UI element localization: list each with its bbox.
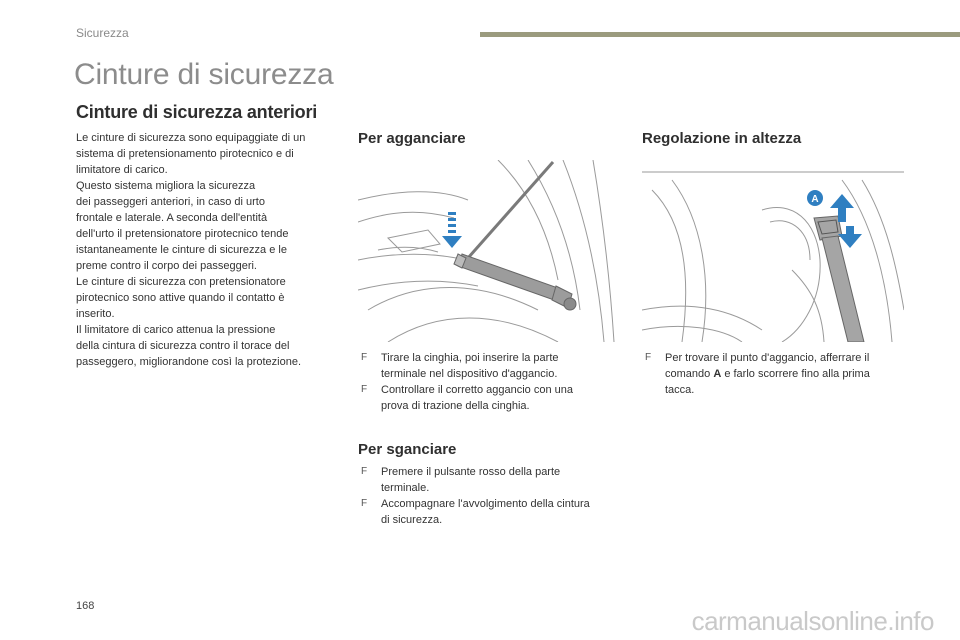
label-a: A (811, 194, 819, 205)
page-number: 168 (76, 600, 95, 612)
watermark: carmanualsonline.info (691, 606, 934, 636)
bullet-icon: F (361, 384, 368, 395)
sganciare-list (358, 464, 620, 528)
bullet-icon: F (361, 466, 368, 477)
list-item: F Tirare la cinghia, poi inserire la parte terminale nel dispositivo d'aggancio. (361, 352, 559, 380)
section-bar (480, 32, 960, 37)
intro-text (76, 130, 338, 370)
label-a-icon (807, 190, 823, 206)
section-subtitle: Cinture di sicurezza anteriori (76, 102, 318, 122)
bullet-icon: F (645, 352, 652, 363)
agganciare-heading: Per agganciare (358, 130, 466, 147)
intro-line: Il limitatore di carico attenua la pressione (76, 324, 276, 336)
intro-line: Le cinture di sicurezza con pretensionatore (76, 276, 286, 288)
intro-line: della cintura di sicurezza contro il torace del (76, 340, 290, 352)
intro-line: passeggero, migliorandone così la protezione. (76, 356, 302, 368)
regolazione-heading: Regolazione in altezza (642, 130, 802, 147)
section-label: Sicurezza (76, 26, 129, 40)
intro-line: preme contro il corpo dei passeggeri. (76, 260, 257, 272)
list-item: F Accompagnare l'avvolgimento della cintura di sicurezza. (361, 498, 590, 526)
list-item: F Controllare il corretto aggancio con una prova di trazione della cinghia. (361, 384, 574, 412)
agganciare-list (358, 350, 620, 414)
buckle-illustration (358, 160, 616, 342)
regolazione-list (642, 350, 908, 398)
intro-line: Le cinture di sicurezza sono equipaggiate di un (76, 132, 306, 144)
sganciare-heading: Per sganciare (358, 441, 457, 458)
list-item: F Per trovare il punto d'aggancio, afferrare il comando A e farlo scorrere fino alla prima tacca. (645, 352, 870, 396)
intro-line: limitatore di carico. (76, 164, 168, 176)
list-item: F Premere il pulsante rosso della parte terminale. (361, 466, 561, 494)
intro-line: inserito. (76, 308, 115, 320)
intro-line: dell'urto il pretensionatore pirotecnico tende (76, 228, 289, 240)
intro-line: pirotecnico sono attive quando il contatto è (76, 292, 285, 304)
intro-line: Questo sistema migliora la sicurezza (76, 180, 256, 192)
bullet-icon: F (361, 498, 368, 509)
intro-line: frontale e laterale. A seconda dell'entità (76, 212, 268, 224)
intro-line: dei passeggeri anteriori, in caso di urto (76, 196, 265, 208)
bullet-icon: F (361, 352, 368, 363)
control-a-ref: A (713, 368, 722, 380)
page-title: Cinture di sicurezza (74, 58, 334, 91)
height-adjust-illustration (642, 160, 904, 342)
intro-line: sistema di pretensionamento pirotecnico e di (76, 148, 294, 160)
intro-line: istantaneamente le cinture di sicurezza e le (76, 244, 287, 256)
